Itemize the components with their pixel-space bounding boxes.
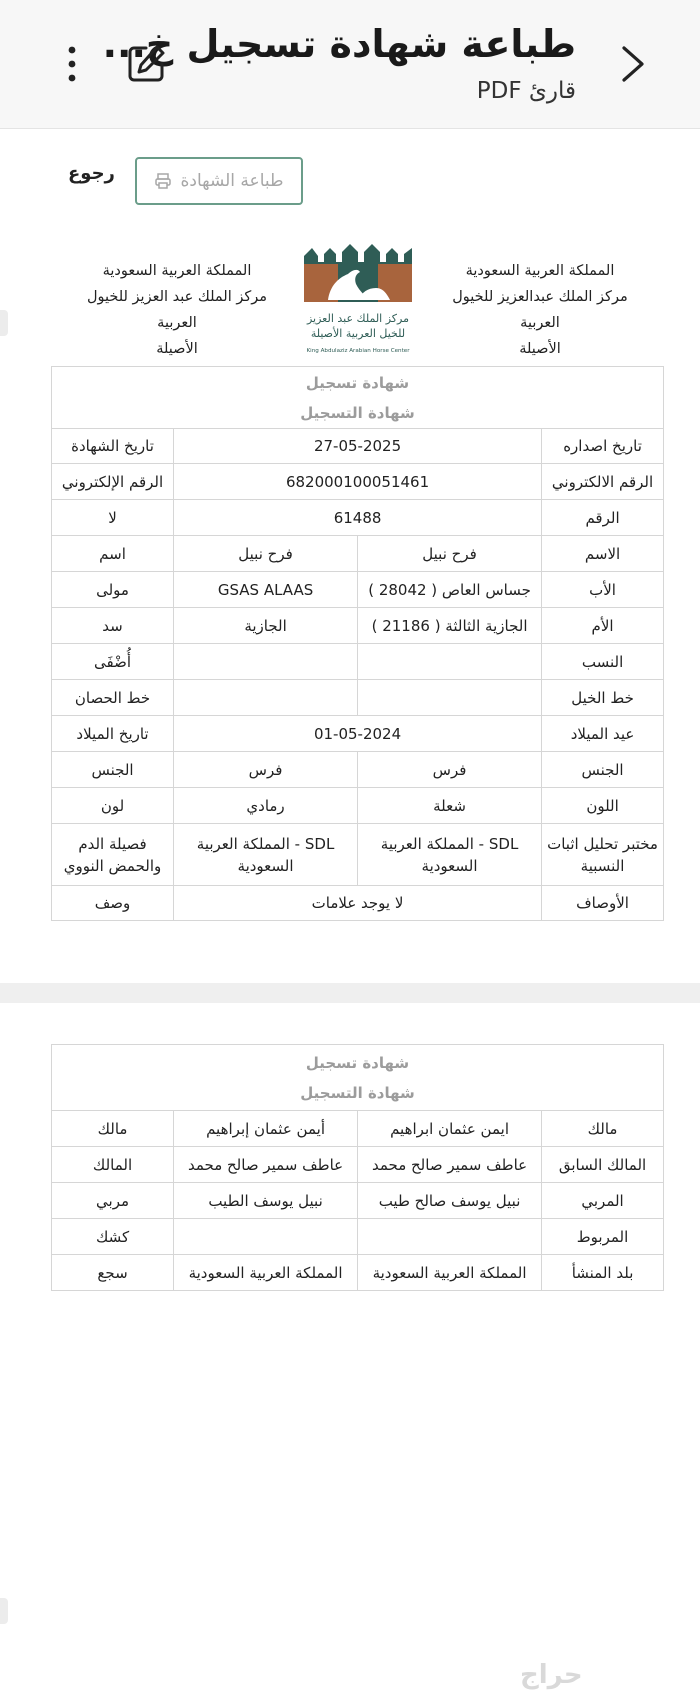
logo-text-line-1: مركز الملك عبد العزيز (306, 312, 410, 325)
row-label: المربي (542, 1183, 664, 1219)
row-label-alt: وصف (52, 886, 174, 921)
chevron-right-icon[interactable] (612, 42, 652, 86)
row-label: الأم (542, 608, 664, 644)
table-row (52, 886, 664, 921)
row-label-alt: كشك (52, 1219, 174, 1255)
scroll-tab (0, 1598, 8, 1624)
row-value-alt (174, 1219, 358, 1255)
row-label-alt: لون (52, 788, 174, 824)
table-row (52, 788, 664, 824)
row-label: المربوط (542, 1219, 664, 1255)
row-value-ar: جساس العاص ( 28042 ) (358, 572, 542, 608)
table-row (52, 464, 664, 500)
row-label: مختبر تحليل اثبات النسبية (542, 824, 664, 886)
row-label: تاريخ اصداره (542, 429, 664, 464)
row-value-alt: عاطف سمير صالح محمد (174, 1147, 358, 1183)
table-row (52, 536, 664, 572)
header-right (432, 258, 648, 362)
row-label: الرقم الالكتروني (542, 464, 664, 500)
row-label: بلد المنشأ (542, 1255, 664, 1291)
header-right-line: الأصيلة (519, 341, 561, 357)
app-subtitle: قارئ PDF (476, 78, 576, 104)
row-label: النسب (542, 644, 664, 680)
table-row (52, 608, 664, 644)
row-value-ar: الجازية الثالثة ( 21186 ) (358, 608, 542, 644)
row-label: اللون (542, 788, 664, 824)
row-label-alt: أُضْفَى (52, 644, 174, 680)
table-row (52, 1147, 664, 1183)
watermark: حراج (520, 1660, 583, 1690)
row-value: 61488 (174, 500, 542, 536)
row-value-ar (358, 644, 542, 680)
row-label-alt: سد (52, 608, 174, 644)
row-value: 01-05-2024 (174, 716, 542, 752)
table-title-row (52, 367, 664, 429)
document-title: طباعة شهادة تسجيل خ... (102, 22, 576, 66)
table-row (52, 500, 664, 536)
print-certificate-label: طباعة الشهادة (180, 171, 284, 191)
row-value-alt: الجازية (174, 608, 358, 644)
edit-icon[interactable] (124, 42, 168, 86)
row-value-ar: فرح نبيل (358, 536, 542, 572)
more-vertical-icon[interactable] (60, 42, 84, 86)
row-value-ar: نبيل يوسف صالح طيب (358, 1183, 542, 1219)
row-label: خط الخيل (542, 680, 664, 716)
kaahc-logo (298, 242, 418, 358)
row-value-ar: فرس (358, 752, 542, 788)
table-row (52, 1219, 664, 1255)
table-row (52, 752, 664, 788)
table-row (52, 1255, 664, 1291)
printer-icon (154, 172, 172, 190)
row-value-alt: GSAS ALAAS (174, 572, 358, 608)
header-right-line: مركز الملك عبدالعزيز للخيول العربية (452, 289, 628, 331)
row-value: 27-05-2025 (174, 429, 542, 464)
row-value-alt: رمادي (174, 788, 358, 824)
table-title-row (52, 1045, 664, 1111)
table-row (52, 680, 664, 716)
row-value-alt: المملكة العربية السعودية (174, 1255, 358, 1291)
row-value-ar: المملكة العربية السعودية (358, 1255, 542, 1291)
cert-subtitle: شهادة التسجيل (300, 403, 415, 422)
row-label-alt: مربي (52, 1183, 174, 1219)
scroll-tab (0, 310, 8, 336)
row-value-ar: شعلة (358, 788, 542, 824)
row-label-alt: تاريخ الميلاد (52, 716, 174, 752)
header-left-line: المملكة العربية السعودية (102, 263, 252, 279)
cert-title: شهادة تسجيل (305, 373, 410, 392)
print-certificate-button[interactable] (135, 157, 303, 205)
row-value: 682000100051461 (174, 464, 542, 500)
row-value-ar: SDL - المملكة العربية السعودية (358, 824, 542, 886)
row-label: الاسم (542, 536, 664, 572)
table-row (52, 716, 664, 752)
row-label-alt: فصيلة الدم والحمض النووي (52, 824, 174, 886)
header-left-line: مركز الملك عبد العزيز للخيول العربية (86, 289, 268, 331)
header-left-line: الأصيلة (156, 341, 198, 357)
ownership-subtitle: شهادة التسجيل (300, 1083, 415, 1102)
row-value-alt: أيمن عثمان إبراهيم (174, 1111, 358, 1147)
table-row (52, 429, 664, 464)
row-label-alt: تاريخ الشهادة (52, 429, 174, 464)
back-button[interactable]: رجوع (68, 163, 115, 184)
row-value-alt: فرس (174, 752, 358, 788)
row-value-ar (358, 1219, 542, 1255)
row-value-alt (174, 644, 358, 680)
table-row (52, 572, 664, 608)
row-label-alt: خط الحصان (52, 680, 174, 716)
row-label-alt: مولى (52, 572, 174, 608)
ownership-title: شهادة تسجيل (305, 1053, 410, 1072)
page-divider (0, 983, 700, 1003)
row-label-alt: الرقم الإلكتروني (52, 464, 174, 500)
row-label-alt: الجنس (52, 752, 174, 788)
row-value: لا يوجد علامات (174, 886, 542, 921)
row-label-alt: اسم (52, 536, 174, 572)
row-value-ar: ايمن عثمان ابراهيم (358, 1111, 542, 1147)
row-label: الجنس (542, 752, 664, 788)
logo-text-english: King Abdulaziz Arabian Horse Center (306, 348, 410, 354)
row-label: الرقم (542, 500, 664, 536)
logo-text-line-2: للخيل العربية الأصيلة (310, 327, 406, 340)
ownership-table (51, 1044, 664, 1291)
table-row (52, 1183, 664, 1219)
table-row (52, 824, 664, 886)
row-label: مالك (542, 1111, 664, 1147)
header-right-line: المملكة العربية السعودية (465, 263, 615, 279)
row-label-alt: المالك (52, 1147, 174, 1183)
row-value-alt: فرح نبيل (174, 536, 358, 572)
table-row (52, 1111, 664, 1147)
row-label: المالك السابق (542, 1147, 664, 1183)
row-value-alt (174, 680, 358, 716)
header-left (66, 258, 288, 362)
row-value-alt: نبيل يوسف الطيب (174, 1183, 358, 1219)
table-row (52, 644, 664, 680)
row-label: عيد الميلاد (542, 716, 664, 752)
certificate-table (51, 366, 664, 921)
row-label-alt: لا (52, 500, 174, 536)
app-bar (0, 0, 700, 129)
row-value-alt: SDL - المملكة العربية السعودية (174, 824, 358, 886)
row-label: الأب (542, 572, 664, 608)
row-value-ar (358, 680, 542, 716)
row-label-alt: سجع (52, 1255, 174, 1291)
row-label-alt: مالك (52, 1111, 174, 1147)
row-label: الأوصاف (542, 886, 664, 921)
row-value-ar: عاطف سمير صالح محمد (358, 1147, 542, 1183)
